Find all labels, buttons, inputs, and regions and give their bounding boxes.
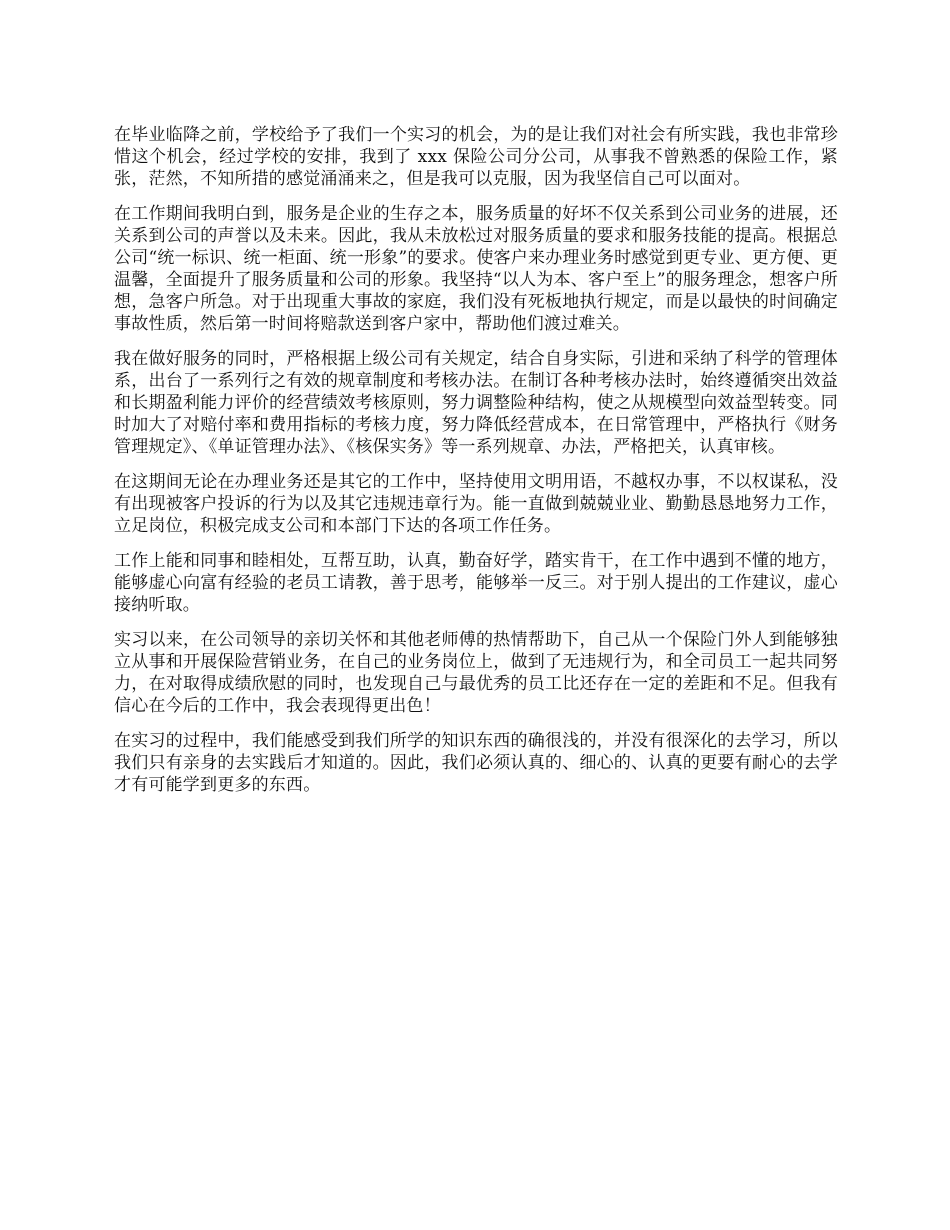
paragraph-2: 在工作期间我明白到，服务是企业的生存之本，服务质量的好坏不仅关系到公司业务的进展，还关系到公司的声誉以及未来。因此，我从未放松过对服务质量的要求和服务技能的提高。根据总公司“统一标识、统一柜面、统一形象”的要求。使客户来办理业务时感觉到更专业、更方便、更温馨，全面提升了服务质量和公司的形象。我坚持“以人为本、客户至上”的服务理念，想客户所想，急客户所急。对于出现重大事故的家庭，我们没有死板地执行规定，而是以最快的时间确定事故性质，然后第一时间将赔款送到客户家中，帮助他们渡过难关。 <box>114 204 838 334</box>
paragraph-7: 在实习的过程中，我们能感受到我们所学的知识东西的确很浅的，并没有很深化的去学习，所以我们只有亲身的去实践后才知道的。因此，我们必须认真的、细心的、认真的更要有耐心的去学才有可能学到更多的东西。 <box>114 731 838 795</box>
paragraph-5: 工作上能和同事和睦相处，互帮互助，认真，勤奋好学，踏实肯干，在工作中遇到不懂的地方，能够虚心向富有经验的老员工请教，善于思考，能够举一反三。对于别人提出的工作建议，虚心接纳听取。 <box>114 551 838 615</box>
document-body <box>114 124 838 809</box>
paragraph-4: 在这期间无论在办理业务还是其它的工作中，坚持使用文明用语，不越权办事，不以权谋私，没有出现被客户投诉的行为以及其它违规违章行为。能一直做到兢兢业业、勤勤恳恳地努力工作，立足岗位，积极完成支公司和本部门下达的各项工作任务。 <box>114 472 838 536</box>
paragraph-6: 实习以来，在公司领导的亲切关怀和其他老师傅的热情帮助下，自己从一个保险门外人到能够独立从事和开展保险营销业务，在自己的业务岗位上，做到了无违规行为，和全司员工一起共同努力，在对取得成绩欣慰的同时，也发现自己与最优秀的员工比还存在一定的差距和不足。但我有信心在今后的工作中，我会表现得更出色！ <box>114 630 838 716</box>
paragraph-1: 在毕业临降之前，学校给予了我们一个实习的机会，为的是让我们对社会有所实践，我也非常珍惜这个机会，经过学校的安排，我到了 xxx 保险公司分公司，从事我不曾熟悉的保险工作，紧张，茫然，不知所措的感觉涌涌来之，但是我可以克服，因为我坚信自己可以面对。 <box>114 125 838 189</box>
paragraph-3: 我在做好服务的同时，严格根据上级公司有关规定，结合自身实际，引进和采纳了科学的管理体系，出台了一系列行之有效的规章制度和考核办法。在制订各种考核办法时，始终遵循突出效益和长期盈利能力评价的经营绩效考核原则，努力调整险种结构，使之从规模型向效益型转变。同时加大了对赔付率和费用指标的考核力度，努力降低经营成本，在日常管理中，严格执行《财务管理规定》、《单证管理办法》、《核保实务》等一系列规章、办法，严格把关，认真审核。 <box>114 349 838 457</box>
